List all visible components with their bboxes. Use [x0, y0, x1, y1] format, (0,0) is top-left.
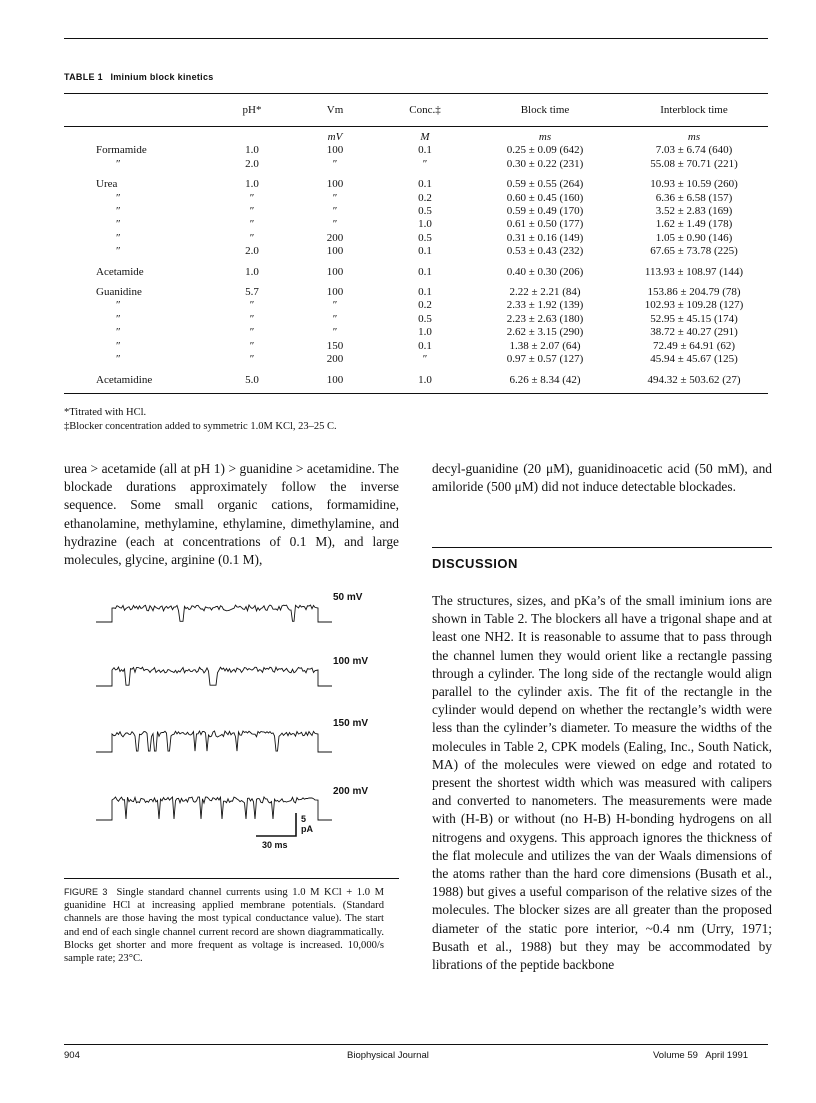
- table-cell: ″: [116, 205, 121, 218]
- table-cell: 2.23 ± 2.63 (180): [506, 312, 584, 325]
- table-body: [64, 127, 768, 394]
- table-cell: ″: [116, 191, 121, 204]
- table-cell: 1.0: [245, 178, 259, 191]
- table-cell: 1.0: [245, 144, 259, 157]
- table-cell: 0.61 ± 0.50 (177): [506, 218, 584, 231]
- table-cell: 0.5: [418, 312, 432, 325]
- table-cell: 0.31 ± 0.16 (149): [506, 231, 584, 244]
- table-cell: ″: [249, 218, 255, 231]
- left-column-text: [64, 460, 399, 569]
- table-cell: 150: [326, 339, 344, 352]
- table-cell: 72.49 ± 64.91 (62): [652, 339, 736, 352]
- body-paragraph: decyl-guanidine (20 μM), guanidinoacetic acid (50 mM), and amiloride (500 μM) did not induce detectable blockades.: [432, 461, 772, 495]
- table-cell: 6.26 ± 8.34 (42): [470, 367, 620, 394]
- table-cell: ″: [116, 245, 121, 258]
- table-cell: ″: [249, 231, 255, 244]
- figure-caption-text: Single standard channel currents using 1.0 M KCl + 1.0 M guanidine HCl at increasing applied membrane potentials. (Standard channels are those having the most typical conductance value). The start and end of each single channel current record are shown diagrammatically. Blocks get shorter and more frequent as voltage is increased. 10,000/s sample rate; 23°C.: [64, 887, 385, 965]
- table-cell: ″: [116, 339, 121, 352]
- table-cell: 1.38 ± 2.07 (64): [509, 339, 581, 352]
- unit-cell: ms: [687, 131, 701, 143]
- table-cell: 100: [326, 265, 344, 278]
- figure-caption: [64, 886, 384, 965]
- table-cell: Formamide: [96, 144, 147, 157]
- table-cell: 1.0: [245, 265, 259, 278]
- table-cell: ″: [116, 326, 121, 339]
- scale-time-label: 30 ms: [262, 840, 288, 850]
- table-cell: ″: [332, 205, 338, 218]
- footer-rule: [64, 1044, 768, 1045]
- unit-cell: [214, 127, 290, 145]
- table-cell: 0.60 ± 0.45 (160): [506, 191, 584, 204]
- current-trace-3: [96, 731, 332, 752]
- table-cell: ″: [422, 157, 428, 170]
- discussion-heading: DISCUSSION: [432, 556, 518, 571]
- table-cell: 1.0: [380, 367, 470, 394]
- figure-rule: [64, 878, 399, 879]
- table-cell: ″: [332, 312, 338, 325]
- table-cell: 100: [326, 144, 344, 157]
- right-column-text: [432, 460, 772, 496]
- table-footnote-1: *Titrated with HCl.: [64, 407, 147, 418]
- table-cell: 0.59 ± 0.55 (264): [506, 178, 584, 191]
- table-cell: 67.65 ± 73.78 (225): [650, 245, 738, 258]
- table-cell: 0.53 ± 0.43 (232): [506, 245, 584, 258]
- body-paragraph: urea > acetamide (all at pH 1) > guanidine > acetamidine. The blockade durations approximately follow the inverse sequence. Some small organic cations, formamidine, ethanolamine, methylamine, ethylamine, dimethylamine, and hydrazine (each at concentrations of 0.1 M), and large molecules, glycine, arginine (0.1 M),: [64, 461, 399, 568]
- table-cell: ″: [249, 299, 255, 312]
- table-cell: 0.2: [418, 191, 432, 204]
- table-cell: 5.0: [214, 367, 290, 394]
- units-row: [64, 127, 768, 145]
- table-row: [64, 158, 768, 171]
- table-cell: ″: [332, 191, 338, 204]
- table-row: [64, 367, 768, 394]
- table-cell: 55.08 ± 70.71 (221): [650, 157, 738, 170]
- table-cell: ″: [249, 205, 255, 218]
- header-cell: Block time: [470, 94, 620, 127]
- header-cell: [64, 94, 214, 127]
- unit-cell: M: [420, 131, 430, 143]
- footer-journal: Biophysical Journal: [347, 1050, 429, 1061]
- table-cell: ″: [249, 326, 255, 339]
- table-cell: 102.93 ± 109.28 (127): [644, 299, 744, 312]
- table-cell: Guanidine: [96, 286, 142, 299]
- table-cell: 52.95 ± 45.15 (174): [650, 312, 738, 325]
- table-row: [64, 205, 768, 218]
- figure-label: FIGURE 3: [64, 887, 108, 897]
- table-cell: Acetamidine: [64, 367, 214, 394]
- table-cell: 0.1: [418, 144, 432, 157]
- header-cell: Conc.‡: [380, 94, 470, 127]
- table-cell: 1.0: [418, 218, 432, 231]
- header-cell: Vm: [290, 94, 380, 127]
- table-cell: Acetamide: [96, 265, 144, 278]
- table-cell: ″: [116, 157, 121, 170]
- table-cell: 1.0: [418, 326, 432, 339]
- table-cell: 0.1: [418, 245, 432, 258]
- table-cell: ″: [116, 218, 121, 231]
- table-cell: 0.1: [418, 286, 432, 299]
- table-row: [64, 279, 768, 299]
- table-cell: ″: [249, 191, 255, 204]
- header-cell: pH*: [214, 94, 290, 127]
- table-row: [64, 353, 768, 366]
- table-cell: 2.22 ± 2.21 (84): [509, 286, 581, 299]
- table-cell: 0.25 ± 0.09 (642): [506, 144, 584, 157]
- table-cell: 0.40 ± 0.30 (206): [506, 265, 584, 278]
- table-cell: 100: [326, 245, 344, 258]
- table-cell: 38.72 ± 40.27 (291): [650, 326, 738, 339]
- table-row: [64, 259, 768, 279]
- table-label: TABLE 1: [64, 72, 103, 82]
- table-cell: 0.1: [418, 265, 432, 278]
- table-cell: 2.0: [245, 245, 259, 258]
- table-cell: 1.05 ± 0.90 (146): [655, 231, 733, 244]
- unit-cell: [64, 127, 214, 145]
- table-cell: 7.03 ± 6.74 (640): [655, 144, 733, 157]
- table-cell: ″: [249, 353, 255, 366]
- table-cell: 0.1: [418, 339, 432, 352]
- table-row: [64, 340, 768, 353]
- table-cell: ″: [332, 299, 338, 312]
- table-cell: ″: [332, 157, 338, 170]
- table-cell: ″: [249, 339, 255, 352]
- table-cell: Urea: [96, 178, 118, 191]
- unit-cell: mV: [327, 131, 343, 143]
- table-cell: 113.93 ± 108.97 (144): [644, 265, 744, 278]
- table-row: [64, 171, 768, 191]
- table-header-row: [64, 94, 768, 127]
- table-cell: 10.93 ± 10.59 (260): [650, 178, 738, 191]
- table-cell: ″: [332, 326, 338, 339]
- table-row: [64, 218, 768, 231]
- current-trace-1: [96, 605, 332, 622]
- section-rule: [432, 547, 772, 548]
- table-cell: 200: [326, 353, 344, 366]
- table-cell: 2.0: [245, 157, 259, 170]
- scale-current-value: 5: [301, 814, 307, 824]
- table-row: [64, 326, 768, 339]
- table-cell: ″: [249, 312, 255, 325]
- table-cell: 5.7: [245, 286, 259, 299]
- scale-current-label: [301, 814, 313, 834]
- footer-page-number: 904: [64, 1050, 80, 1061]
- unit-cell: ms: [538, 131, 552, 143]
- table-cell: 100: [326, 286, 344, 299]
- table-cell: 2.33 ± 1.92 (139): [506, 299, 584, 312]
- table-cell: 153.86 ± 204.79 (78): [647, 286, 741, 299]
- table-footnote-2: ‡Blocker concentration added to symmetric 1.0M KCl, 23–25 C.: [64, 421, 337, 432]
- table-title: Iminium block kinetics: [110, 72, 214, 82]
- table-cell: 6.36 ± 6.58 (157): [655, 191, 733, 204]
- table-row: [64, 232, 768, 245]
- current-trace-2: [96, 667, 332, 686]
- trace-label-200mv: 200 mV: [333, 786, 369, 797]
- table-row: [64, 299, 768, 312]
- scale-bar: [256, 813, 296, 836]
- table-cell: 0.59 ± 0.49 (170): [506, 205, 584, 218]
- table-cell: 0.5: [418, 231, 432, 244]
- table-cell: 3.52 ± 2.83 (169): [655, 205, 733, 218]
- table-cell: 100: [326, 178, 344, 191]
- table-cell: 45.94 ± 45.67 (125): [650, 353, 738, 366]
- table-cell: 0.1: [418, 178, 432, 191]
- discussion-text: [432, 592, 772, 974]
- footer-volume: Volume 59 April 1991: [653, 1050, 749, 1061]
- header-cell: Interblock time: [620, 94, 768, 127]
- table-cell: ″: [116, 299, 121, 312]
- table-cell: 200: [326, 231, 344, 244]
- table-row: [64, 192, 768, 205]
- trace-label-100mv: 100 mV: [333, 656, 369, 667]
- table-cell: 0.30 ± 0.22 (231): [506, 157, 584, 170]
- table-caption: [64, 72, 214, 82]
- table-cell: ″: [116, 353, 121, 366]
- top-rule: [64, 38, 768, 39]
- table-cell: ″: [116, 312, 121, 325]
- table-row: [64, 245, 768, 258]
- table-cell: ″: [422, 353, 428, 366]
- table-row: [64, 144, 768, 157]
- table-cell: ″: [332, 218, 338, 231]
- table-cell: 100: [290, 367, 380, 394]
- body-paragraph: The structures, sizes, and pKa’s of the small iminium ions are shown in Table 2. The blockers all have a trigonal shape and at least one NH2. It is reasonable to assume that to pass through the channel lumen they would orient like a rectangle passing through a cylinder. The long side of the rectangle would align parallel to the cylinder axis. The fit of the rectangle in the cylinder would depend on whether the rectangle’s width were less than the cylinder’s diameter. To measure the widths of the molecules in Table 2, CPK models (Ealing, Inc., South Natick, MA) of the molecules were viewed on edge and rotated to present the shortest width which was measured with calipers and converted to nanometers. The measurements were made with (H-B) or without (no H-B) H-bonding hydrogens on all nitrogens and oxygens. This approach ignores the thickness of the flat molecule and utilizes the van der Waals dimensions of the atoms rather than the hard core dimensions (Busath et al., 1988) but gives a useful comparison of the relative sizes of the molecules. The blocker sizes are all greater than the proposed diameter of the static pore interior, ~0.4 nm (Urry, 1971; Busath et al., 1988) but they may be accommodated by librations of the peptide backbone: [432, 593, 772, 973]
- table-cell: 0.2: [418, 299, 432, 312]
- trace-label-50mv: 50 mV: [333, 592, 363, 603]
- kinetics-table: [64, 93, 768, 394]
- table-row: [64, 313, 768, 326]
- scale-current-unit: pA: [301, 824, 313, 834]
- table-cell: 2.62 ± 3.15 (290): [506, 326, 584, 339]
- table-cell: 0.97 ± 0.57 (127): [506, 353, 584, 366]
- table-cell: 494.32 ± 503.62 (27): [620, 367, 768, 394]
- table-cell: 0.5: [418, 205, 432, 218]
- table-cell: 1.62 ± 1.49 (178): [655, 218, 733, 231]
- trace-label-150mv: 150 mV: [333, 718, 369, 729]
- table-cell: ″: [116, 231, 121, 244]
